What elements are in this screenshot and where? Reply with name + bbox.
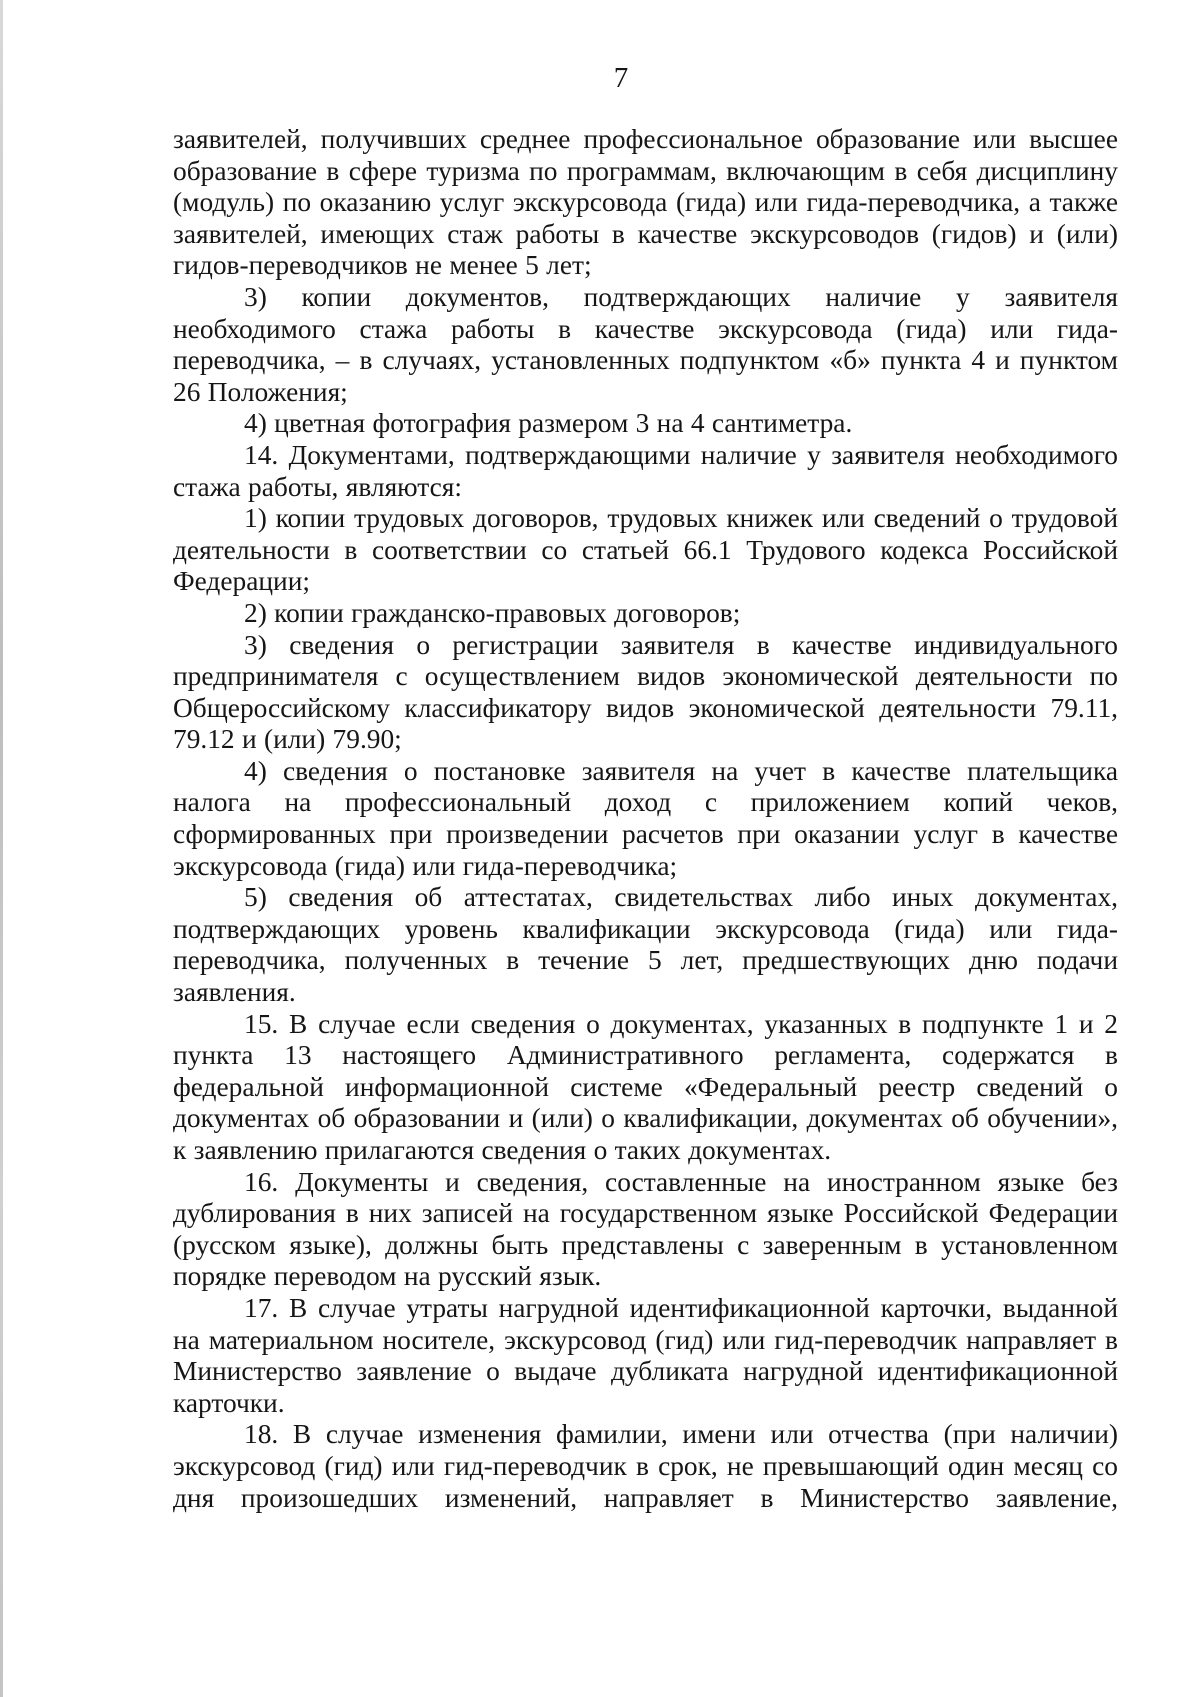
scan-edge — [0, 0, 3, 1697]
paragraph-17: 17. В случае утраты нагрудной идентификационной карточки, выданной на материальном носителе, экскурсовод (гид) или гид-переводчик направляет в Министерство заявление о выдаче дубликата нагрудной идентификационной карточки. — [173, 1292, 1118, 1418]
paragraph-item-4: 4) цветная фотография размером 3 на 4 сантиметра. — [244, 408, 853, 439]
paragraph-18: 18. В случае изменения фамилии, имени или отчества (при наличии) экскурсовод (гид) или гид-переводчик в срок, не превышающий один месяц со дня произошедших изменений, направляет в Министерство заявление, — [173, 1419, 1118, 1513]
paragraph-14-item-5: 5) сведения об аттестатах, свидетельствах либо иных документах, подтверждающих уровень квалификации экскурсовода (гида) или гида-переводчика, полученных в течение 5 лет, предшествующих дню подачи заявления. — [173, 882, 1118, 1008]
document-body — [173, 124, 1118, 1514]
paragraph-14-item-2: 2) копии гражданско-правовых договоров; — [244, 597, 741, 628]
paragraph-item-3: 3) копии документов, подтверждающих наличие у заявителя необходимого стажа работы в качестве экскурсовода (гида) или гида-переводчика, – в случаях, установленных подпунктом «б» пункта 4 и пунктом 26 Положения; — [173, 281, 1118, 407]
paragraph-14-item-4: 4) сведения о постановке заявителя на учет в качестве плательщика налога на профессиональный доход с приложением копий чеков, сформированных при произведении расчетов при оказании услуг в качестве экскурсовода (гида) или гида-переводчика; — [173, 755, 1118, 881]
paragraph-14-item-3: 3) сведения о регистрации заявителя в качестве индивидуального предпринимателя с осуществлением видов экономической деятельности по Общероссийскому классификатору видов экономической деятельности 79.11, 79.12 и (или) 79.90; — [173, 629, 1118, 755]
paragraph-14-item-1: 1) копии трудовых договоров, трудовых книжек или сведений о трудовой деятельности в соответствии со статьей 66.1 Трудового кодекса Российской Федерации; — [173, 503, 1118, 597]
paragraph-15: 15. В случае если сведения о документах, указанных в подпункте 1 и 2 пункта 13 настоящего Административного регламента, содержатся в федеральной информационной системе «Федеральный реестр сведений о документах об образовании и (или) о квалификации, документах об обучении», к заявлению прилагаются сведения о таких документах. — [173, 1008, 1118, 1165]
paragraph-16: 16. Документы и сведения, составленные на иностранном языке без дублирования в них записей на государственном языке Российской Федерации (русском языке), должны быть представлены с заверенным в установленном порядке переводом на русский язык. — [173, 1166, 1118, 1292]
page-number: 7 — [613, 62, 629, 94]
paragraph-14: 14. Документами, подтверждающими наличие у заявителя необходимого стажа работы, являются: — [173, 439, 1118, 502]
paragraph-continuation: заявителей, получивших среднее профессиональное образование или высшее образование в сфере туризма по программам, включающим в себя дисциплину (модуль) по оказанию услуг экскурсовода (гида) или гида-переводчика, а также заявителей, имеющих стаж работы в качестве экскурсоводов (гидов) и (или) гидов-переводчиков не менее 5 лет; — [173, 124, 1118, 281]
